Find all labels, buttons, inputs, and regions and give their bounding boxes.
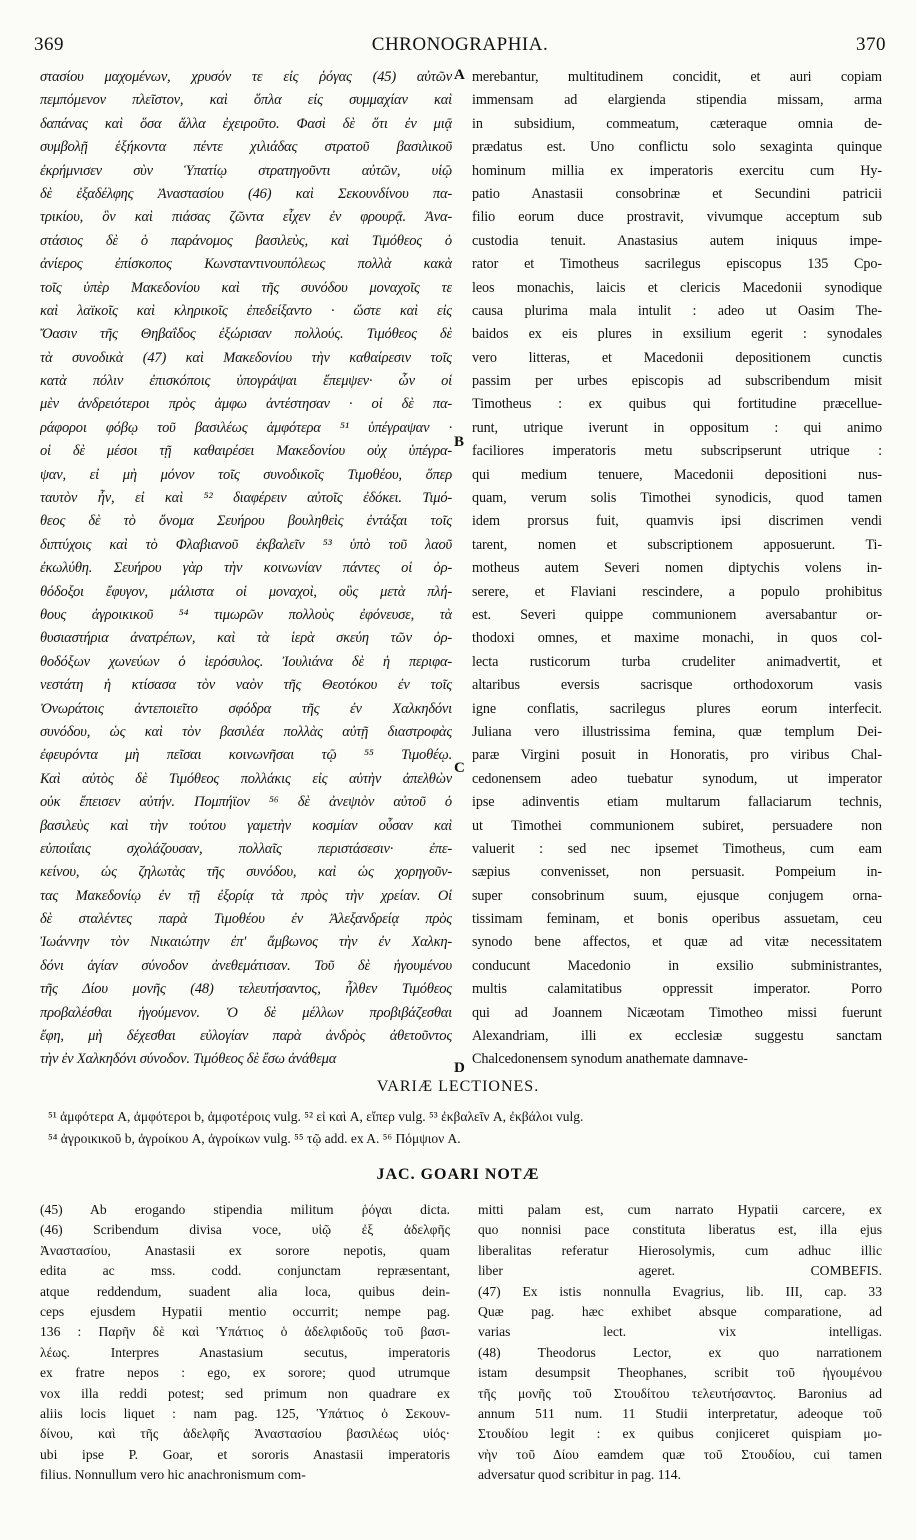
greek-text-line: συνόδου, ὡς καὶ τὸν βασιλέα πολλὰς αὐτῇ διαστροφὰς bbox=[40, 723, 452, 740]
section-marker-a: A bbox=[454, 67, 465, 83]
note-line: istam desumpsit Theophanes, scribit τοῦ ἡγουμένου bbox=[478, 1365, 882, 1381]
note-line: Ἀναστασίου, Anastasii ex sorore nepotis, quam bbox=[40, 1242, 450, 1258]
notes-left-column bbox=[40, 1200, 450, 1485]
greek-text-line: βασιλεὺς καὶ τὴν τούτου γαμετὴν κοσμίαν οὖσαν καὶ bbox=[40, 817, 452, 834]
note-line: Στουδίου legit : ex quibus conjiceret quispiam μο- bbox=[478, 1426, 882, 1442]
latin-text-line: immensam ad elargienda stipendia missam, arma bbox=[472, 92, 882, 109]
greek-text-line: τῆς Δίου μονῆς (48) τελευτήσαντος, ἦλθεν Τιμόθεος bbox=[40, 981, 452, 998]
greek-text-line: καὶ λαϊκοῖς καὶ κληρικοῖς ἐπεδείξαντο · ὥστε καὶ εἰς bbox=[40, 302, 452, 319]
greek-text-line: θοδόξων χωνεύων ὁ ἱερόσυλος. Ἰουλιάνα δὲ ἡ περιφα- bbox=[40, 653, 452, 670]
greek-text-line: εὐποιΐαις σχολάζουσαν, πολλαῖς περιστάσεσιν· ἐπε- bbox=[40, 840, 452, 857]
latin-text-line: quam, verum solis Timothei synodicis, quod tamen bbox=[472, 490, 882, 507]
variae-lectiones-title: VARIÆ LECTIONES. bbox=[376, 1078, 540, 1095]
note-line: atque reddendum, suadent alia loca, quibus dein- bbox=[40, 1283, 450, 1299]
greek-text-line: δὲ σταλέντες παρὰ Τιμοθέου ἐν Ἀλεξανδρείᾳ πρὸς bbox=[40, 911, 452, 928]
variant-reading-line: ⁵⁴ ἀγροικικοῦ b, ἀγροίκου A, ἀγροίκων vulg. ⁵⁵ τῷ add. ex A. ⁵⁶ Πόμψιον A. bbox=[48, 1131, 461, 1146]
latin-text-line: ut Timothei communionem subiret, persuadere non bbox=[472, 817, 882, 834]
greek-text-line: Ὀνωράτοις ἀντεποιεῖτο σφόδρα τῆς ἐν Χαλκηδόνι bbox=[40, 700, 452, 717]
latin-text-line: paræ Virgini posuit in Honoratis, pro viribus Chal- bbox=[472, 747, 882, 764]
note-line: (45) Ab erogando stipendia militum ῥόγαι dicta. bbox=[40, 1202, 450, 1217]
greek-text-line: στάσιος δὲ ὁ παράνομος βασιλεὺς, καὶ Τιμόθεος ὁ bbox=[40, 232, 452, 249]
section-marker-c: C bbox=[454, 760, 465, 776]
latin-text-line: motheus autem Severi nomen diptychis volens in- bbox=[472, 560, 882, 577]
latin-text-line: lecta rusticorum turba crudeliter animadvertit, et bbox=[472, 653, 882, 670]
notes-title: JAC. GOARI NOTÆ bbox=[376, 1166, 540, 1183]
latin-text-line: qui medium tenuere, Macedonii depositioni nus- bbox=[472, 466, 882, 483]
note-line: vox illa reddi potest; sed primum non quadrare ex bbox=[40, 1385, 450, 1401]
greek-text-line: μὲν ἀνδρειότεροι πρὸς ἀμφω ἀντέστησαν · οἱ δὲ πα- bbox=[40, 396, 452, 413]
latin-text-line: prædatus est. Uno conflictu solo sexaginta quinque bbox=[472, 139, 882, 156]
latin-text-line: in subsidium, commeatum, cæteraque omnia de- bbox=[472, 115, 882, 132]
latin-text-line: patio Anastasii consobrinæ et Secundini patricii bbox=[472, 185, 882, 202]
greek-text-line: τας Μακεδονίῳ ἐν τῇ ἐξορίᾳ τὰ πρὸς τὴν χρείαν. Οἱ bbox=[40, 887, 452, 904]
greek-text-line: συμβολῇ ἑξήκοντα πέντε χιλιάδας στρατοῦ βασιλικοῦ bbox=[40, 139, 452, 156]
section-marker-d: D bbox=[454, 1060, 465, 1076]
greek-text-line: δὲ ἐξαδέλφης Ἀναστασίου (46) καὶ Σεκουνδίνου πα- bbox=[40, 185, 452, 202]
greek-text-line: νεστάτη ἡ κτίσασα τὸν ναὸν τῆς Θεοτόκου ἐν τοῖς bbox=[40, 677, 452, 694]
latin-text-line: serere, et Flaviani rescindere, a populo prohibitus bbox=[472, 583, 882, 600]
note-line: νὴν τοῦ Δίου eamdem quæ τοῦ Στουδίου, cui tamen bbox=[478, 1446, 882, 1462]
greek-text-line: Ἰωάννην τὸν Νικαιώτην ἐπ' ἄμβωνος τὴν ἐν Χαλκη- bbox=[40, 934, 452, 951]
latin-text-line: multis calamitatibus oppressit imperator. Porro bbox=[472, 981, 882, 998]
page-number-right: 370 bbox=[856, 34, 886, 55]
greek-text-line: τοῖς ὑπὲρ Μακεδονίου καὶ τῆς συνόδου μοναχοῖς τε bbox=[40, 279, 452, 296]
greek-text-line: οὐκ ἔπεισεν αὐτήν. Πομπήϊον ⁵⁶ δὲ ἀνεψιὸν αὐτοῦ ὁ bbox=[40, 794, 452, 811]
latin-text-line: est. Severi quippe communionem aversabantur or- bbox=[472, 606, 882, 623]
latin-text-line: thodoxi omnes, et maxime monachi, in quos col- bbox=[472, 630, 882, 647]
note-line: edita ac mss. codd. conjunctam repræsentant, bbox=[40, 1263, 450, 1279]
note-line: τῆς μονῆς τοῦ Στουδίτου τελευτήσαντος. Baronius ad bbox=[478, 1385, 882, 1401]
latin-text-line: filio eorum duce prostravit, vivumque acceptum sub bbox=[472, 209, 882, 226]
greek-text-line: πεμπόμενον πλεῖστον, καὶ ὅπλα εἰς συμμαχίαν καὶ bbox=[40, 92, 452, 109]
greek-text-line: θους ἀγροικικοῦ ⁵⁴ τιμωρῶν πολλοὺς ἐφόνευσε, τὰ bbox=[40, 606, 452, 623]
note-line: 136 : Παρῆν δὲ καὶ Ὑπάτιος ὁ ἀδελφιδοῦς τοῦ βασι- bbox=[40, 1324, 450, 1340]
note-line: adversatur quod scribitur in pag. 114. bbox=[478, 1467, 681, 1483]
greek-text-line: κείνου, ὡς ζηλωτὰς τῆς συνόδου, καὶ ὡς χορηγοῦν- bbox=[40, 864, 452, 881]
latin-text-line: custodia tenuit. Anastasius autem iniquus impe- bbox=[472, 232, 882, 249]
latin-text-line: altaribus eversis sacrisque orthodoxorum vasis bbox=[472, 677, 882, 694]
latin-text-line: Timotheus : ex quibus qui fortitudine præcellue- bbox=[472, 396, 882, 413]
variae-lectiones bbox=[48, 1106, 878, 1150]
note-line: varias lect. vix intelligas. bbox=[478, 1324, 882, 1340]
greek-text-line: κατὰ πόλιν ἐπισκόποις ὑπογράψαι ἔπεμψεν· ὧν οἱ bbox=[40, 373, 452, 390]
latin-text-line: tarent, nomen et subscriptionem apposuerunt. Ti- bbox=[472, 536, 882, 553]
notes-right-column bbox=[478, 1200, 882, 1485]
latin-text-line: faciliores imperatoris metu subscripserunt utrique : bbox=[472, 443, 882, 460]
latin-text-line: rator et Timotheus sacrilegus episcopus 135 Cpo- bbox=[472, 256, 882, 273]
greek-text-line: ἀνίερος ἐπίσκοπος Κωνσταντινουπόλεως πολλὰ κακὰ bbox=[40, 256, 452, 273]
latin-text-line: cedonensem adeo tuebatur synodum, ut imperator bbox=[472, 770, 882, 787]
greek-text-line: Καὶ αὐτὸς δὲ Τιμόθεος πολλάκις εἰς αὐτὴν ἀπελθὼν bbox=[40, 770, 452, 787]
greek-text-line: δαπάνας καὶ ὅσα ἄλλα ἐχειροῦτο. Φασὶ δὲ ὅτι ἐν μιᾷ bbox=[40, 115, 452, 132]
page-number-left: 369 bbox=[34, 34, 64, 55]
greek-text-column bbox=[40, 66, 452, 1072]
latin-text-line: tissimam feminam, et bonis operibus assuetam, ceu bbox=[472, 911, 882, 928]
variant-reading-line: ⁵¹ ἀμφότερα A, ἀμφότεροι b, ἀμφοτέροις vulg. ⁵² εἰ καὶ A, εἴπερ vulg. ⁵³ ἐκβαλεῖν A, ἐκβάλοι vulg. bbox=[48, 1109, 584, 1124]
greek-text-line: ἐκρήμνισεν σὺν Ὑπατίῳ στρατηγοῦντι αὐτῶν, υἱῷ bbox=[40, 162, 452, 179]
latin-text-line: leos monachis, laicis et clericis Macedonii synodique bbox=[472, 279, 882, 296]
latin-text-line: Juliana vero illustrissima femina, quæ templum Dei- bbox=[472, 723, 882, 740]
latin-text-line: baidos ex eis plures in exsilium egerit : synodales bbox=[472, 326, 882, 343]
latin-text-line: super consobrinum suum, ejusque conjugem orna- bbox=[472, 887, 882, 904]
greek-text-line: Ὄασιν τῆς Θηβαΐδος ἐξώρισαν πολλούς. Τιμόθεος δὲ bbox=[40, 326, 452, 343]
latin-text-line: runt, utrique iverunt in oppositum : qui animo bbox=[472, 419, 882, 436]
note-line: δίνου, καὶ τῆς ἀδελφῆς Ἀναστασίου βασιλέως υἱός· bbox=[40, 1426, 450, 1442]
note-line: filius. Nonnullum vero hic anachronismum com- bbox=[40, 1467, 306, 1483]
note-line: ceps ejusdem Hypatii mentio occurrit; nempe pag. bbox=[40, 1303, 450, 1319]
note-line: quo nonnisi pace constituta liberatus est, illa ejus bbox=[478, 1222, 882, 1238]
greek-text-line: ἐκωλύθη. Σευήρου γὰρ τὴν κοινωνίαν πάντες οἱ ὀρ- bbox=[40, 560, 452, 577]
note-line: aliis locis liquet : nam pag. 125, Ὑπάτιος ὁ Σεκουν- bbox=[40, 1405, 450, 1421]
latin-text-line: synodo bene affectos, et quæ ad vitæ necessitatem bbox=[472, 934, 882, 951]
latin-text-line: vero litteras, et Macedonii depositionem cunctis bbox=[472, 349, 882, 366]
latin-text-line: causa plurima mala intulit : adeo ut Oasim The- bbox=[472, 302, 882, 319]
latin-text-line: ipse adinventis etiam multarum fallaciarum technis, bbox=[472, 794, 882, 811]
note-line: annum 511 num. 11 Studii interpretatur, adeoque τοῦ bbox=[478, 1405, 882, 1421]
latin-text-line: qui ad Joannem Nicæotam Timotheo missi fuerunt bbox=[472, 1004, 882, 1021]
greek-text-line: τὰ συνοδικὰ (47) καὶ Μακεδονίου τὴν καθαίρεσιν τοῖς bbox=[40, 349, 452, 366]
greek-text-line: προβαλέσθαι ἡγούμενον. Ὁ δὲ μέλλων προβιβάζεσθαι bbox=[40, 1004, 452, 1021]
greek-text-line: ἔφη, μὴ δέχεσθαι εὐλογίαν παρὰ ἀνδρὸς ἀθετοῦντος bbox=[40, 1028, 452, 1045]
note-line: Quæ pag. hæc exhibet absque comparatione, ad bbox=[478, 1303, 882, 1319]
note-line: (48) Theodorus Lector, ex quo narrationem bbox=[478, 1344, 882, 1360]
greek-text-line: ταυτὸν ἦν, εἰ καὶ ⁵² διαφέρειν αὐτοῖς ἐδόκει. Τιμό- bbox=[40, 490, 452, 507]
latin-text-column bbox=[472, 66, 882, 1072]
note-line: λέως. Interpres Anastasium secutus, imperatoris bbox=[40, 1344, 450, 1360]
note-line: mitti palam est, cum narrato Hypatii carcere, ex bbox=[478, 1202, 882, 1217]
latin-text-line: sæpius convenisset, non persuasit. Pompeium in- bbox=[472, 864, 882, 881]
note-line: ex fratre nepos : ego, ex sorore; quod utrumque bbox=[40, 1365, 450, 1381]
note-line: (46) Scribendum divisa voce, υἱῷ ἐξ ἀδελφῆς bbox=[40, 1222, 450, 1238]
note-line: liber ageret. COMBEFIS. bbox=[478, 1263, 882, 1279]
greek-text-line: ἐφευρόντα μὴ πεῖσαι κοινωνῆσαι τῷ ⁵⁵ Τιμοθέῳ. bbox=[40, 747, 452, 764]
greek-text-line: θεος δὲ τὸ ὄνομα Σευήρου βουληθεὶς ἐντάξαι τοῖς bbox=[40, 513, 452, 530]
greek-text-line: τὴν ἐν Χαλκηδόνι σύνοδον. Τιμόθεος δὲ ἔσω ἀνάθεμα bbox=[40, 1051, 337, 1068]
greek-text-line: στασίου μαχομένων, χρυσόν τε εἰς ῥόγας (45) αὐτῶν bbox=[40, 69, 452, 85]
latin-text-line: conducunt Macedonio in exsilio subministrantes, bbox=[472, 957, 882, 974]
latin-text-line: hominum millia ex imperatoris exercitu cum Hy- bbox=[472, 162, 882, 179]
latin-text-line: igne conflatis, sacrilegus plures eorum interfecit. bbox=[472, 700, 882, 717]
latin-text-line: Alexandriam, illi ex ecclesiæ suggestu sanctam bbox=[472, 1028, 882, 1045]
note-line: ubi ipse P. Goar, et sororis Anastasii imperatoris bbox=[40, 1446, 450, 1462]
section-marker-b: B bbox=[454, 434, 465, 450]
latin-text-line: valuerit : sed nec ipsemet Timotheus, cum eam bbox=[472, 840, 882, 857]
greek-text-line: τρικίου, ὃν καὶ πιάσας ζῶντα εἶχεν ἐν φρουρᾷ. Ἀνα- bbox=[40, 209, 452, 226]
latin-text-line: idem prorsus fuit, quamvis ipsi discrimen vendi bbox=[472, 513, 882, 530]
greek-text-line: δόνι ἁγίαν σύνοδον ἀνεθεμάτισαν. Τοῦ δὲ ἡγουμένου bbox=[40, 957, 452, 974]
note-line: (47) Ex istis nonnulla Evagrius, lib. III, cap. 33 bbox=[478, 1283, 882, 1299]
latin-text-line: Chalcedonensem synodum anathemate damnave- bbox=[472, 1051, 748, 1068]
greek-text-line: ράφοροι φόβῳ τοῦ βασιλέως ἀμφότερα ⁵¹ ὑπέγραψαν · bbox=[40, 419, 452, 436]
latin-text-line: passim per urbes episcopis ad subscribendum misit bbox=[472, 373, 882, 390]
running-header bbox=[34, 34, 886, 60]
running-title: CHRONOGRAPHIA. bbox=[371, 34, 549, 55]
greek-text-line: θυσιαστήρια ἀνατρέπων, καὶ τὰ ἱερὰ σκεύη τῶν ὀρ- bbox=[40, 630, 452, 647]
greek-text-line: θόδοξοι ἔφυγον, μάλιστα οἱ μοναχοὶ, οὓς μετὰ πλή- bbox=[40, 583, 452, 600]
greek-text-line: οἱ δὲ μέσοι τῇ καθαιρέσει Μακεδονίου οὐχ ὑπέγρα- bbox=[40, 443, 452, 460]
greek-text-line: ψαν, εἰ μὴ μόνον τοῖς συνοδικοῖς Τιμοθέου, ὅπερ bbox=[40, 466, 452, 483]
greek-text-line: διπτύχοις καὶ τὸ Φλαβιανοῦ ἐκβαλεῖν ⁵³ ὑπὸ τοῦ λαοῦ bbox=[40, 536, 452, 553]
latin-text-line: merebantur, multitudinem concidit, et auri copiam bbox=[472, 69, 882, 85]
note-line: liberalitas referatur Hierosolymis, cum adhuc illic bbox=[478, 1242, 882, 1258]
